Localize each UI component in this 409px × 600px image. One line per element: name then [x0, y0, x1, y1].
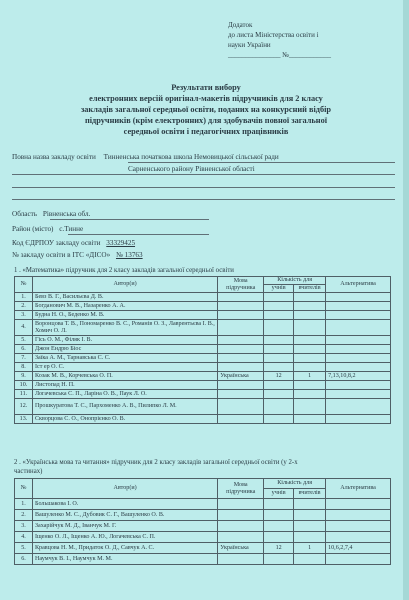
- row-students: [264, 336, 294, 345]
- math-textbook-table: [14, 276, 391, 424]
- header-students: учнів: [264, 489, 294, 499]
- district-value: с.Тинне: [59, 225, 84, 233]
- row-language: [218, 363, 264, 372]
- district-underline: [68, 234, 209, 235]
- row-number: 5.: [15, 336, 33, 345]
- table-row: [15, 543, 391, 554]
- row-language: [218, 510, 264, 521]
- header-alternative: Альтернатива: [326, 479, 391, 499]
- table-row: [15, 345, 391, 354]
- blank-line: [12, 187, 395, 188]
- section2-title-line-2: частинах): [14, 468, 43, 475]
- region-field: [12, 209, 90, 219]
- row-language: [218, 302, 264, 311]
- title-line: закладів загальної середньої освіти, поданих на конкурсний відбір: [80, 105, 332, 114]
- row-number: 3.: [15, 311, 33, 320]
- row-students: 12: [264, 543, 294, 554]
- its-field: [12, 250, 143, 260]
- row-students: [264, 415, 294, 424]
- table-row: [15, 390, 391, 399]
- row-teachers: [294, 510, 326, 521]
- row-teachers: [294, 336, 326, 345]
- row-students: [264, 302, 294, 311]
- row-teachers: [294, 381, 326, 390]
- header-students: учнів: [264, 285, 294, 293]
- row-alternative: [326, 345, 391, 354]
- section2-title: [14, 458, 298, 476]
- header-alternative: Альтернатива: [326, 277, 391, 293]
- edrpou-label: Код ЄДРПОУ закладу освіти: [12, 239, 101, 247]
- row-alternative: [326, 399, 391, 415]
- table-row: [15, 302, 391, 311]
- row-alternative: [326, 554, 391, 565]
- row-alternative: [326, 521, 391, 532]
- blank-line: [12, 174, 395, 175]
- row-alternative: [326, 302, 391, 311]
- row-alternative: [326, 415, 391, 424]
- appendix-line-3: науки України: [228, 41, 271, 49]
- row-language: [218, 320, 264, 336]
- row-number: 1.: [15, 499, 33, 510]
- region-underline: [50, 219, 209, 220]
- row-number: 4.: [15, 532, 33, 543]
- table-row: [15, 399, 391, 415]
- row-language: [218, 311, 264, 320]
- header-teachers: вчителів: [294, 285, 326, 293]
- row-teachers: [294, 354, 326, 363]
- header-language: Мова підручника: [218, 277, 264, 293]
- row-alternative: 7,13,10,8,2: [326, 372, 391, 381]
- row-teachers: [294, 320, 326, 336]
- row-alternative: [326, 336, 391, 345]
- edrpou-value: 33329425: [106, 239, 136, 247]
- row-teachers: [294, 390, 326, 399]
- row-author: Заїка А. М., Тарнавська С. С.: [32, 354, 217, 363]
- row-author: Кравцова Н. М., Придаток О. Д., Савчук А. С.: [32, 543, 217, 554]
- row-language: [218, 293, 264, 302]
- row-number: 2.: [15, 510, 33, 521]
- row-students: [264, 399, 294, 415]
- row-students: 12: [264, 372, 294, 381]
- row-students: [264, 311, 294, 320]
- table-row: [15, 499, 391, 510]
- row-students: [264, 390, 294, 399]
- school-name-value: Тинненська початкова школа Немовицької сільської ради: [103, 153, 279, 161]
- row-author: Логачевська С. П., Ларіна О. В., Паук Л. О.: [32, 390, 217, 399]
- row-alternative: [326, 354, 391, 363]
- row-alternative: [326, 320, 391, 336]
- row-language: [218, 532, 264, 543]
- row-language: [218, 354, 264, 363]
- district-field: [12, 224, 83, 234]
- row-number: 5.: [15, 543, 33, 554]
- section2-title-line-1: 2 . «Українська мова та читання» підручник для 2 класу закладів загальної середньої освіти (у 2-х: [14, 459, 298, 466]
- row-author: Козак М. В., Корчевська О. П.: [32, 372, 217, 381]
- row-teachers: [294, 311, 326, 320]
- row-number: 4.: [15, 320, 33, 336]
- table-row: [15, 521, 391, 532]
- school-name-underline: [128, 162, 395, 163]
- ukrainian-textbook-table: [14, 478, 391, 565]
- row-author: Бевз В. Г., Васильєва Д. В.: [32, 293, 217, 302]
- appendix-number-blank: ____________: [288, 51, 331, 59]
- row-language: [218, 336, 264, 345]
- row-author: Гісь О. М., Філяк І. В.: [32, 336, 217, 345]
- row-teachers: [294, 302, 326, 311]
- row-number: 11.: [15, 390, 33, 399]
- header-quantity: Кількість для: [264, 277, 326, 285]
- row-teachers: [294, 345, 326, 354]
- row-alternative: [326, 381, 391, 390]
- row-teachers: [294, 293, 326, 302]
- appendix-line-4: [228, 50, 331, 60]
- row-number: 12.: [15, 399, 33, 415]
- header-author: Автор(и): [32, 479, 217, 499]
- table-row: [15, 510, 391, 521]
- table-row: [15, 311, 391, 320]
- region-value: Рівненська обл.: [42, 210, 91, 218]
- row-language: [218, 390, 264, 399]
- row-number: 13.: [15, 415, 33, 424]
- row-alternative: [326, 390, 391, 399]
- row-alternative: [326, 311, 391, 320]
- header-no: №: [15, 479, 33, 499]
- header-author: Автор(и): [32, 277, 217, 293]
- row-students: [264, 381, 294, 390]
- appendix-line-2: до листа Міністерства освіти і: [228, 31, 319, 39]
- row-number: 2.: [15, 302, 33, 311]
- row-author: Захарійчук М. Д., Іванчук М. Г.: [32, 521, 217, 532]
- row-students: [264, 293, 294, 302]
- table-row: [15, 363, 391, 372]
- row-alternative: [326, 293, 391, 302]
- header-teachers: вчителів: [294, 489, 326, 499]
- page-edge-shadow: [403, 0, 409, 600]
- table-row: [15, 554, 391, 565]
- row-students: [264, 510, 294, 521]
- its-value: № 13763: [115, 251, 143, 259]
- row-teachers: [294, 399, 326, 415]
- row-alternative: 10,6,2,7,4: [326, 543, 391, 554]
- row-alternative: [326, 532, 391, 543]
- header-no: №: [15, 277, 33, 293]
- row-language: [218, 399, 264, 415]
- header-language: Мова підручника: [218, 479, 264, 499]
- row-language: Українська: [218, 372, 264, 381]
- appendix-note: [228, 20, 331, 60]
- row-number: 8.: [15, 363, 33, 372]
- blank-line: [12, 199, 395, 200]
- row-author: Скворцова С. О., Онопрієнко О. В.: [32, 415, 217, 424]
- row-number: 6.: [15, 345, 33, 354]
- table-row: [15, 293, 391, 302]
- row-author: Іщенко О. Л., Іщенко А. Ю., Логачевська С. П.: [32, 532, 217, 543]
- row-language: [218, 521, 264, 532]
- table-row: [15, 381, 391, 390]
- row-teachers: [294, 521, 326, 532]
- header-quantity: Кількість для: [264, 479, 326, 489]
- row-author: Іст ер О. С.: [32, 363, 217, 372]
- title-line: електронних версій оригінал-макетів підручників для 2 класу: [89, 94, 323, 103]
- row-teachers: 1: [294, 543, 326, 554]
- row-author: Большакова І. О.: [32, 499, 217, 510]
- row-number: 3.: [15, 521, 33, 532]
- its-label: № закладу освіти в ІТС «ДІСО»: [12, 251, 111, 259]
- row-students: [264, 354, 294, 363]
- row-language: [218, 415, 264, 424]
- row-author: Будна Н. О., Беденко М. В.: [32, 311, 217, 320]
- table-row: [15, 336, 391, 345]
- row-number: 10.: [15, 381, 33, 390]
- row-author: Прошкуратова Т. С., Пархоменко А. В., Пилипко Л. М.: [32, 399, 217, 415]
- row-students: [264, 345, 294, 354]
- row-teachers: [294, 499, 326, 510]
- row-teachers: 1: [294, 372, 326, 381]
- edrpou-field: [12, 238, 135, 248]
- row-teachers: [294, 532, 326, 543]
- title-line: середньої освіти і педагогічних працівників: [123, 127, 289, 136]
- appendix-date-blank: _______________ №: [228, 51, 289, 59]
- row-number: 6.: [15, 554, 33, 565]
- row-students: [264, 521, 294, 532]
- row-language: [218, 499, 264, 510]
- row-language: Українська: [218, 543, 264, 554]
- row-author: Воронцова Т. В., Пономаренко В. С., Романів О. З., Лаврентьєва І. В., Хомич О. Л.: [32, 320, 217, 336]
- table-row: [15, 372, 391, 381]
- row-author: Вашуленко М. С., Дубовик С. Г., Вашуленко О. В.: [32, 510, 217, 521]
- appendix-line-1: Додаток: [228, 21, 253, 29]
- row-students: [264, 554, 294, 565]
- row-author: Джон Ендрю Біос: [32, 345, 217, 354]
- row-number: 9.: [15, 372, 33, 381]
- district-label: Район (місто): [12, 225, 54, 233]
- row-alternative: [326, 510, 391, 521]
- title-line: підручників (крім електронних) для здобувачів повної загальної: [84, 116, 328, 125]
- school-name-label: Повна назва закладу освіти: [12, 153, 96, 161]
- row-teachers: [294, 363, 326, 372]
- section1-title: 1 . «Математика» підручник для 2 класу закладів загальної середньої освіти: [14, 267, 234, 274]
- row-students: [264, 320, 294, 336]
- row-author: Богданович М. В., Назаренко А. А.: [32, 302, 217, 311]
- row-alternative: [326, 499, 391, 510]
- row-language: [218, 554, 264, 565]
- table-row: [15, 532, 391, 543]
- row-teachers: [294, 415, 326, 424]
- table-row: [15, 415, 391, 424]
- row-number: 1.: [15, 293, 33, 302]
- title-line: Результати вибору: [171, 83, 241, 92]
- row-language: [218, 345, 264, 354]
- document-title: [18, 82, 394, 137]
- row-students: [264, 499, 294, 510]
- row-author: Наумчук В. І., Наумчук М. М.: [32, 554, 217, 565]
- table-row: [15, 354, 391, 363]
- row-students: [264, 363, 294, 372]
- row-number: 7.: [15, 354, 33, 363]
- school-name-value-line2: Сарненського району Рівненської області: [128, 165, 255, 173]
- row-author: Листопад Н. П.: [32, 381, 217, 390]
- row-students: [264, 532, 294, 543]
- row-teachers: [294, 554, 326, 565]
- row-alternative: [326, 363, 391, 372]
- region-label: Область: [12, 210, 38, 218]
- table-row: [15, 320, 391, 336]
- row-language: [218, 381, 264, 390]
- school-name-field: [12, 152, 279, 162]
